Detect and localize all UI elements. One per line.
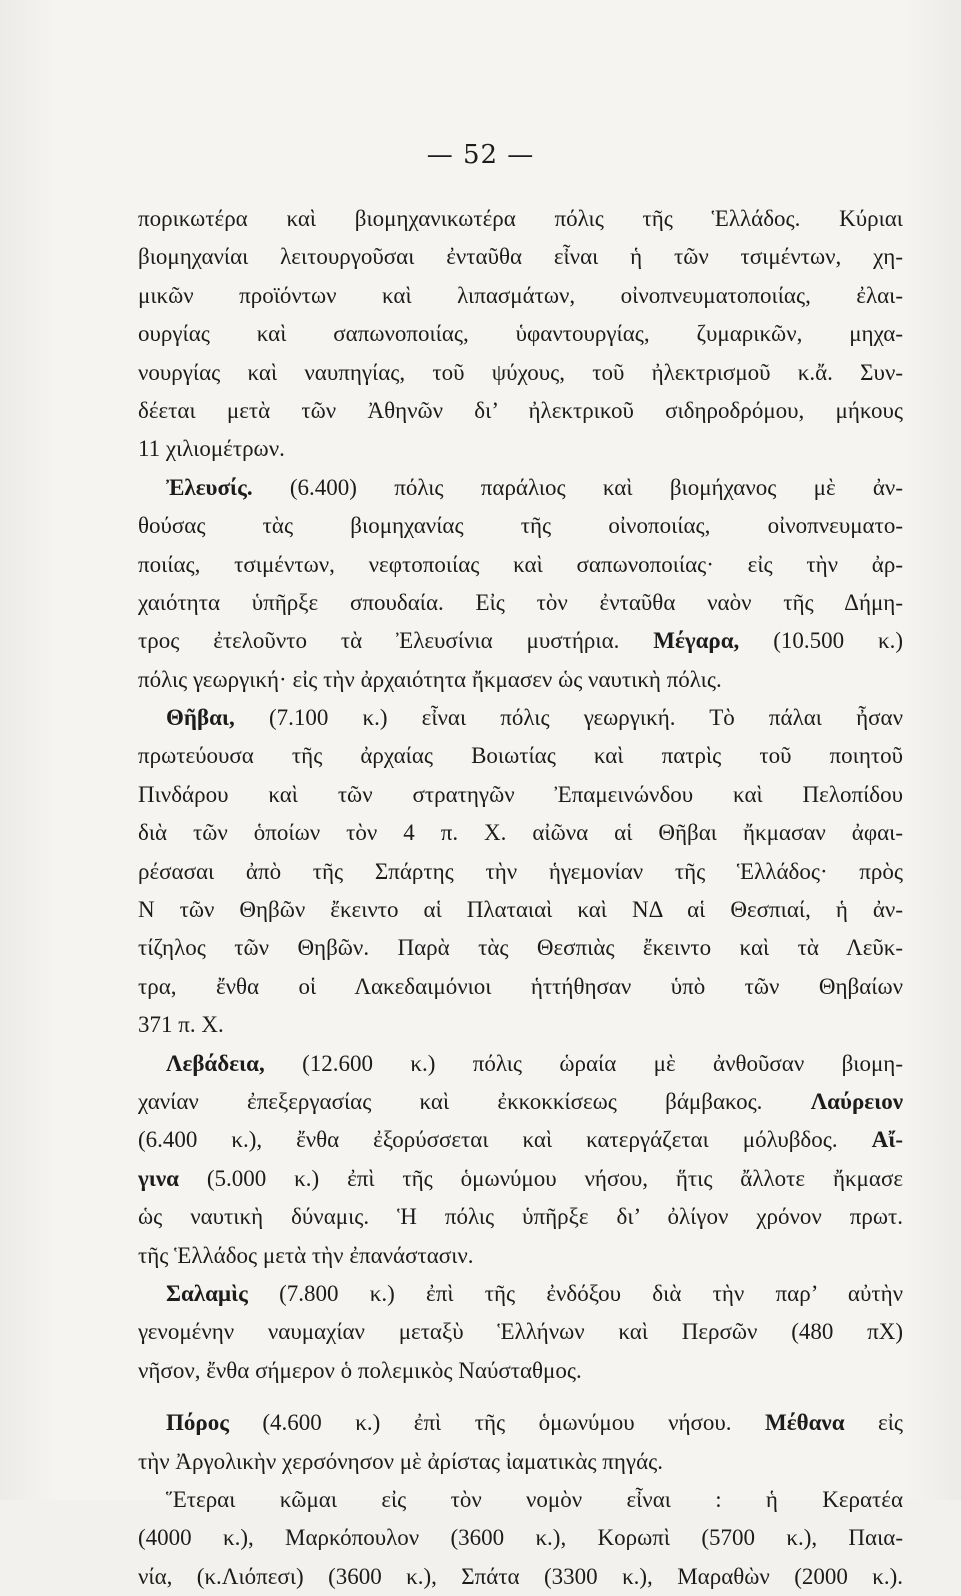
page-number: — 52 — xyxy=(426,140,535,170)
text-segment: Ἕτεραι κῶμαι εἰς τὸν νομὸν εἶναι : ἡ Κερατέα xyxy=(166,1486,903,1512)
text-line xyxy=(138,929,903,967)
place-name: Πόρος xyxy=(166,1410,229,1436)
text-line xyxy=(138,354,903,392)
text-segment: τῆς Ἑλλάδος μετὰ τὴν ἐπανάστασιν. xyxy=(138,1242,474,1268)
text-segment: χαιότητα ὑπῆρξε σπουδαία. Εἰς τὸν ἐνταῦθα ναὸν τῆς Δήμη- xyxy=(138,589,903,615)
text-line xyxy=(138,315,903,353)
place-name: Λαύρειον xyxy=(810,1088,903,1114)
text-line xyxy=(138,891,903,929)
text-line xyxy=(138,1443,903,1481)
text-segment: (6.400) πόλις παράλιος καὶ βιομήχανος μὲ ἀν- xyxy=(252,474,903,500)
text-segment: Ν τῶν Θηβῶν ἔκειντο αἱ Πλαταιαὶ καὶ ΝΔ αἱ Θεσπιαί, ἡ ἀν- xyxy=(138,897,903,923)
text-segment: νία, (κ.Λιόπεσι) (3600 κ.), Σπάτα (3300 κ.), Μαραθὼν (2000 κ.). xyxy=(138,1563,903,1589)
text-segment: χανίαν ἐπεξεργασίας καὶ ἐκκοκκίσεως βάμβακος. xyxy=(138,1088,811,1114)
text-line xyxy=(138,546,903,584)
text-line xyxy=(138,277,903,315)
text-line xyxy=(138,1160,903,1198)
text-line xyxy=(138,1237,903,1275)
text-segment: 371 π. Χ. xyxy=(138,1012,224,1038)
place-name: Αἴ- xyxy=(871,1127,903,1153)
place-name: Σαλαμὶς xyxy=(166,1280,248,1306)
text-line xyxy=(138,737,903,775)
text-segment: ποιίας, τσιμέντων, νεφτοποιίας καὶ σαπωνοποιίας· εἰς τὴν ἀρ- xyxy=(138,551,903,577)
text-segment: (10.500 κ.) xyxy=(739,628,903,654)
text-segment: ουργίας καὶ σαπωνοποιίας, ὑφαντουργίας, ζυμαρικῶν, μηχα- xyxy=(138,321,903,347)
text-segment: Πινδάρου καὶ τῶν στρατηγῶν Ἐπαμεινώνδου καὶ Πελοπίδου xyxy=(138,781,903,807)
text-line xyxy=(138,469,903,507)
text-line xyxy=(138,814,903,852)
text-segment: πρωτεύουσα τῆς ἀρχαίας Βοιωτίας καὶ πατρὶς τοῦ ποιητοῦ xyxy=(138,743,903,769)
text-line xyxy=(138,507,903,545)
text-segment: (5.000 κ.) ἐπὶ τῆς ὁμωνύμου νήσου, ἥτις ἄλλοτε ἤκμασε xyxy=(179,1165,903,1191)
place-name: γινα xyxy=(138,1165,180,1191)
text-line xyxy=(138,622,903,660)
text-line xyxy=(138,1045,903,1083)
place-name: Μέθανα xyxy=(765,1410,845,1436)
page-body-text xyxy=(138,200,903,1596)
text-line xyxy=(138,1352,903,1390)
text-line xyxy=(138,392,903,430)
text-segment: τίζηλος τῶν Θηβῶν. Παρὰ τὰς Θεσπιὰς ἔκειντο καὶ τὰ Λεῦκ- xyxy=(138,935,903,961)
text-segment: (7.800 κ.) ἐπὶ τῆς ἐνδόξου διὰ τὴν παρ’ αὐτὴν xyxy=(247,1280,903,1306)
text-segment: τρα, ἔνθα οἱ Λακεδαιμόνιοι ἡττήθησαν ὑπὸ τῶν Θηβαίων xyxy=(138,973,903,999)
text-line xyxy=(138,1404,903,1442)
text-line xyxy=(138,1198,903,1236)
text-segment: γενομένην ναυμαχίαν μεταξὺ Ἑλλήνων καὶ Περσῶν (480 πΧ) xyxy=(138,1319,903,1345)
text-line xyxy=(138,776,903,814)
text-line xyxy=(138,1275,903,1313)
text-line xyxy=(138,661,903,699)
place-name: Ἐλευσίς. xyxy=(166,474,253,500)
text-segment: (6.400 κ.), ἔνθα ἐξορύσσεται καὶ κατεργάζεται μόλυβδος. xyxy=(138,1127,872,1153)
text-segment: ὡς ναυτικὴ δύναμις. Ἡ πόλις ὑπῆρξε δι’ ὀλίγον χρόνον πρωτ. xyxy=(138,1204,903,1230)
text-line xyxy=(138,853,903,891)
text-line xyxy=(138,968,903,1006)
text-segment: πορικωτέρα καὶ βιομηχανικωτέρα πόλις τῆς Ἑλλάδος. Κύριαι xyxy=(138,206,903,231)
text-line xyxy=(138,1558,903,1596)
text-line xyxy=(138,200,903,238)
text-segment: (12.600 κ.) πόλις ὡραία μὲ ἀνθοῦσαν βιομη- xyxy=(264,1050,903,1076)
text-segment: νῆσον, ἔνθα σήμερον ὁ πολεμικὸς Ναύσταθμος. xyxy=(138,1357,582,1383)
text-line xyxy=(138,1121,903,1159)
text-line xyxy=(138,238,903,276)
text-line xyxy=(138,1313,903,1351)
text-segment: (7.100 κ.) εἶναι πόλις γεωργική. Τὸ πάλαι ἦσαν xyxy=(234,705,903,731)
text-segment: τρος ἐτελοῦντο τὰ Ἐλευσίνια μυστήρια. xyxy=(138,628,654,654)
text-segment: εἰς xyxy=(844,1410,903,1436)
text-segment: δέεται μετὰ τῶν Ἀθηνῶν δι’ ἠλεκτρικοῦ σιδηροδρόμου, μήκους xyxy=(138,397,903,423)
text-segment: 11 χιλιομέτρων. xyxy=(138,436,285,462)
text-line xyxy=(138,1519,903,1557)
text-line xyxy=(138,584,903,622)
text-segment: τὴν Ἀργολικὴν χερσόνησον μὲ ἀρίστας ἰαματικὰς πηγάς. xyxy=(138,1448,663,1474)
text-line xyxy=(138,1083,903,1121)
text-line xyxy=(138,1481,903,1519)
text-line xyxy=(138,1006,903,1044)
text-segment: πόλις γεωργική· εἰς τὴν ἀρχαιότητα ἤκμασεν ὡς ναυτικὴ πόλις. xyxy=(138,666,722,692)
text-segment: βιομηχανίαι λειτουργοῦσαι ἐνταῦθα εἶναι ἡ τῶν τσιμέντων, χη- xyxy=(138,244,903,270)
text-line xyxy=(138,699,903,737)
text-segment: ρέσασαι ἀπὸ τῆς Σπάρτης τὴν ἡγεμονίαν τῆς Ἑλλάδος· πρὸς xyxy=(138,858,903,884)
text-segment: νουργίας καὶ ναυπηγίας, τοῦ ψύχους, τοῦ ἠλεκτρισμοῦ κ.ἄ. Συν- xyxy=(138,359,903,385)
place-name: Μέγαρα, xyxy=(653,628,740,654)
text-line xyxy=(138,430,903,468)
place-name: Θῆβαι, xyxy=(166,705,235,731)
text-segment: μικῶν προϊόντων καὶ λιπασμάτων, οἰνοπνευματοποιίας, ἐλαι- xyxy=(138,282,903,308)
place-name: Λεβάδεια, xyxy=(166,1050,265,1076)
text-segment: διὰ τῶν ὁποίων τὸν 4 π. Χ. αἰῶνα αἱ Θῆβαι ἤκμασαν ἀφαι- xyxy=(138,820,903,846)
text-segment: (4.600 κ.) ἐπὶ τῆς ὁμωνύμου νήσου. xyxy=(228,1410,766,1436)
text-segment: (4000 κ.), Μαρκόπουλον (3600 κ.), Κορωπὶ (5700 κ.), Παια- xyxy=(138,1525,903,1551)
text-segment: θούσας τὰς βιομηχανίας τῆς οἰνοποιίας, οἰνοπνευματο- xyxy=(138,513,903,539)
